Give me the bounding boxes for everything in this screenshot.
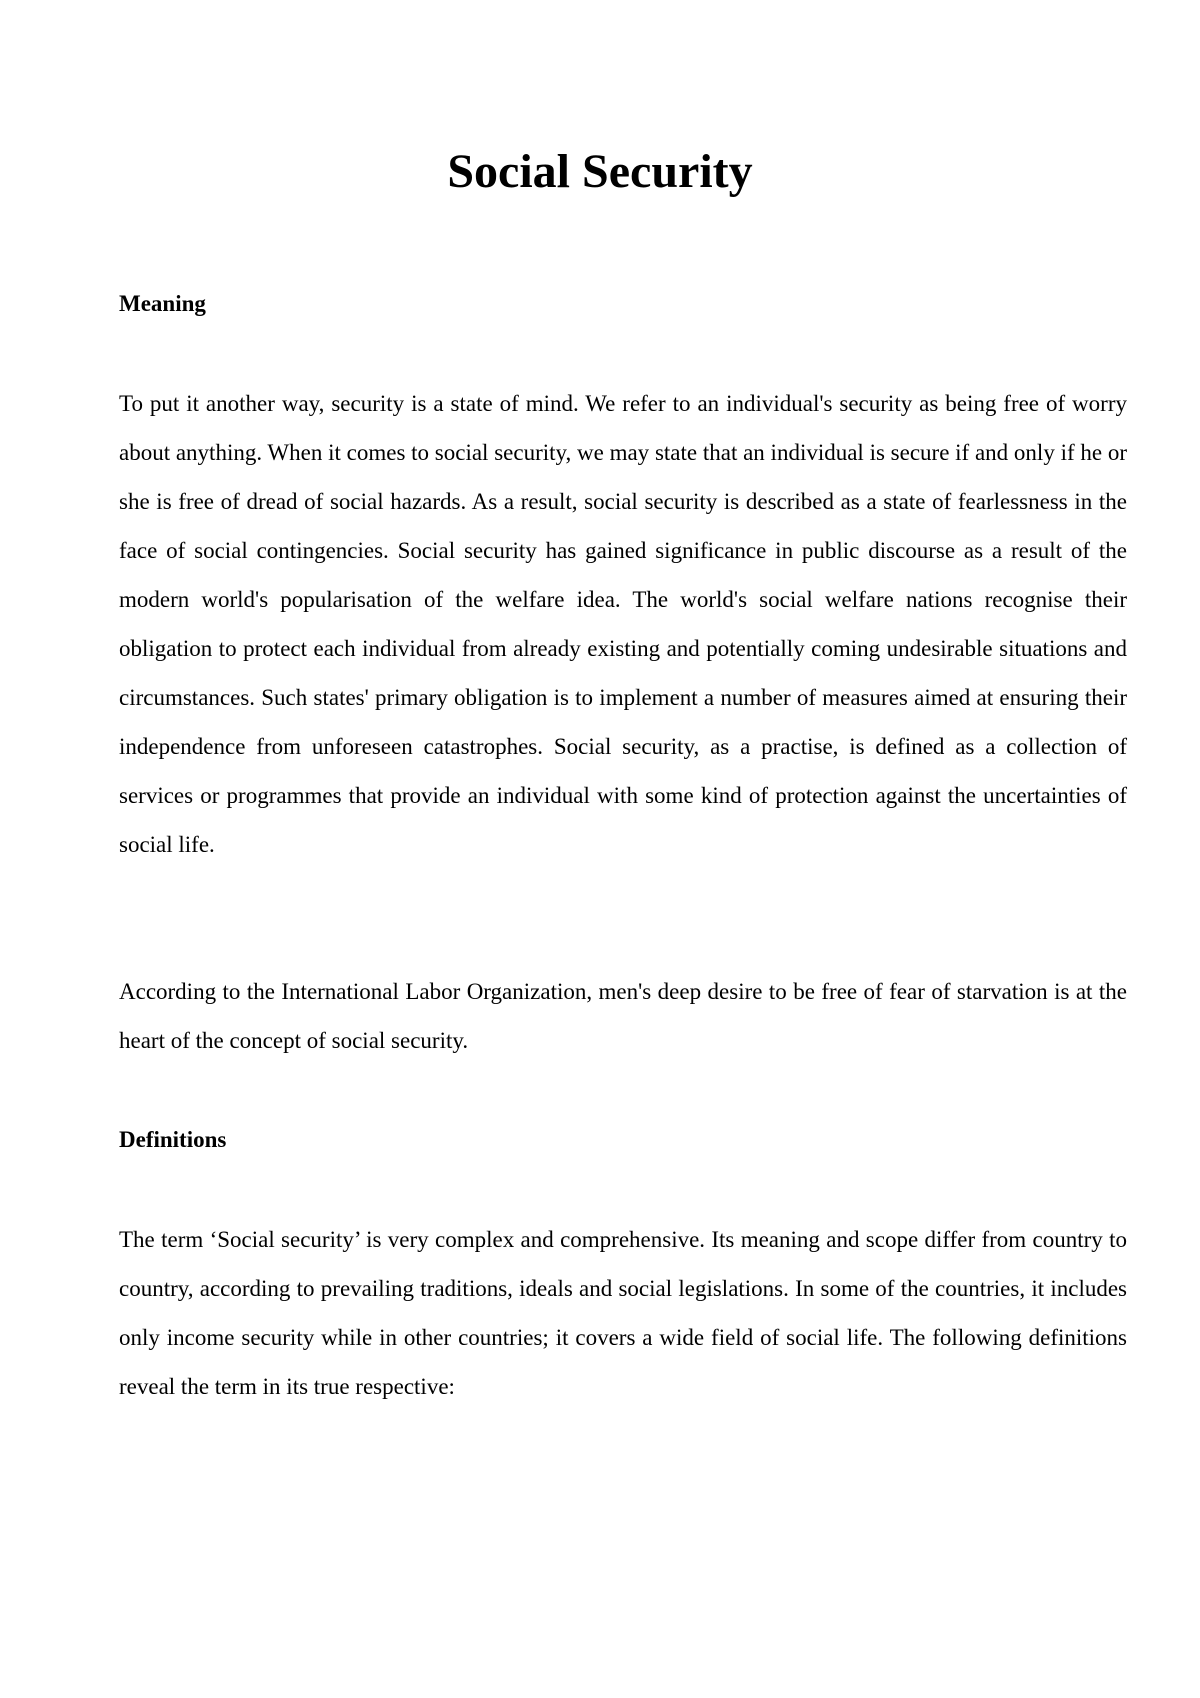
section-heading-definitions: Definitions [119, 1127, 227, 1152]
document-title: Social Security [447, 145, 753, 198]
definitions-paragraph-1: The term ‘Social security’ is very complex and comprehensive. Its meaning and scope differ from country to country, according to prevailing traditions, ideals and social legislations. In some of the countries, it includes only income security while in other countries; it covers a wide field of social life. The following definitions reveal the term in its true respective: [119, 1227, 1127, 1399]
meaning-paragraph-1: To put it another way, security is a state of mind. We refer to an individual's security as being free of worry about anything. When it comes to social security, we may state that an individual is secure if and only if he or she is free of dread of social hazards. As a result, social security is described as a state of fearlessness in the face of social contingencies. Social security has gained significance in public discourse as a result of the modern world's popularisation of the welfare idea. The world's social welfare nations recognise their obligation to protect each individual from already existing and potentially coming undesirable situations and circumstances. Such states' primary obligation is to implement a number of measures aimed at ensuring their independence from unforeseen catastrophes. Social security, as a practise, is defined as a collection of services or programmes that provide an individual with some kind of protection against the uncertainties of social life. [119, 391, 1127, 857]
meaning-paragraph-2: According to the International Labor Organization, men's deep desire to be free of fear of starvation is at the heart of the concept of social security. [119, 979, 1127, 1053]
section-heading-meaning: Meaning [119, 291, 206, 316]
